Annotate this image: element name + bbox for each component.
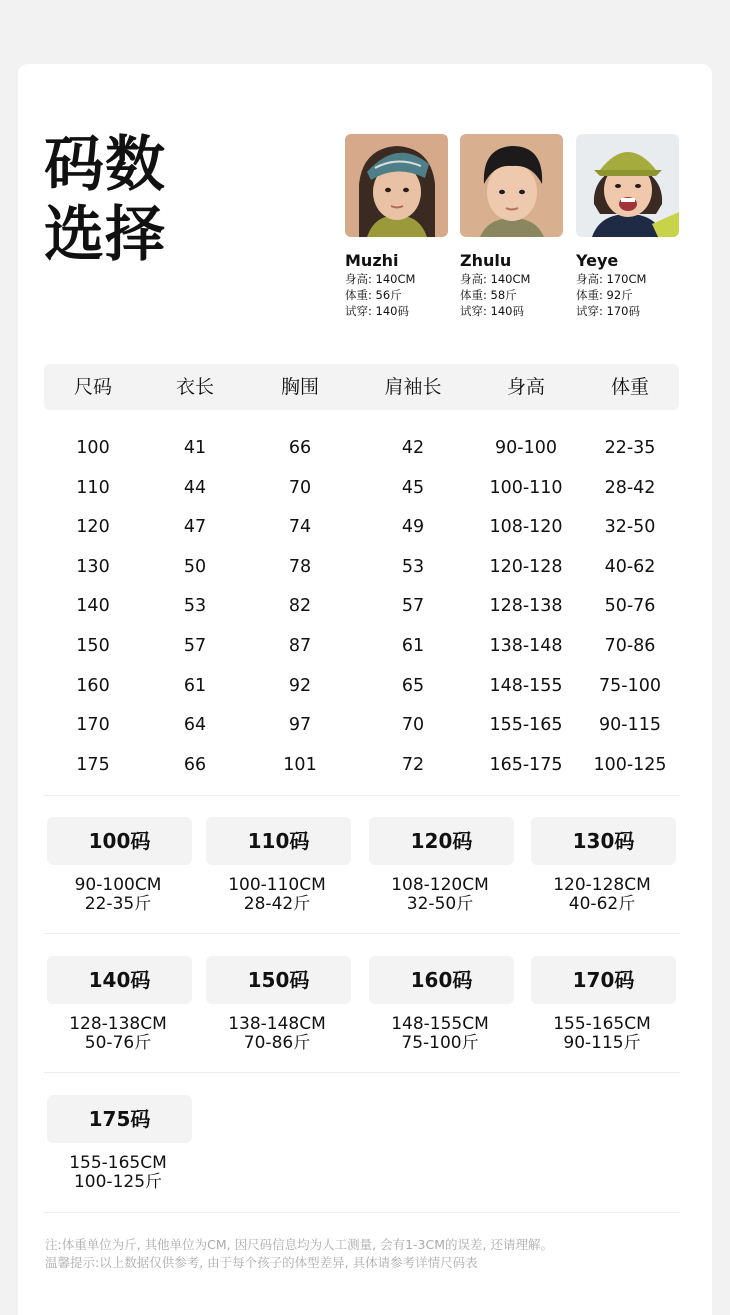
size-guide-height: 155-165CM [69,1153,167,1173]
table-cell: 22-35 [604,438,656,458]
table-cell: 53 [183,596,207,617]
size-guide-weight: 90-115斤 [563,1033,641,1053]
table-cell: 78 [288,556,312,577]
size-chart-card [18,64,712,1315]
column-header-length: 衣长 [175,376,215,398]
table-cell: 41 [183,438,207,458]
size-badge: 140码 [47,956,192,1004]
size-table-header [44,364,679,410]
size-guide-grid [44,817,680,1234]
table-cell: 90-115 [599,715,661,736]
size-guide-row [44,817,680,956]
size-badge: 110码 [206,817,351,865]
divider [44,795,680,796]
table-cell: 108-120 [489,517,563,538]
size-guide-row [44,956,680,1095]
table-cell: 42 [401,438,425,458]
model-card-zhulu: Zhulu 身高: 140CM 体重: 58斤 试穿: 140码 [460,134,563,319]
table-cell: 49 [401,517,425,538]
size-guide-item [366,817,514,914]
table-row [44,745,679,785]
table-cell: 61 [401,635,425,656]
size-guide-item [366,956,514,1053]
table-cell: 97 [288,715,312,736]
model-photo [460,134,563,237]
table-cell: 92 [288,675,312,696]
size-guide-weight: 75-100斤 [401,1033,479,1053]
size-guide-weight: 50-76斤 [84,1033,152,1053]
size-guide-height: 155-165CM [553,1014,651,1034]
table-cell: 61 [183,675,207,696]
model-card-yeye: Yeye 身高: 170CM 体重: 92斤 试穿: 170码 [576,134,679,319]
table-cell: 70-86 [604,635,656,656]
size-table-body [44,428,679,784]
column-header-height: 身高 [506,376,546,398]
size-guide-height: 108-120CM [391,875,489,895]
size-guide-weight: 40-62斤 [568,894,636,914]
table-cell: 175 [76,754,110,775]
size-guide-height: 120-128CM [553,875,651,895]
size-badge: 130码 [531,817,676,865]
size-badge: 100码 [47,817,192,865]
size-guide-item [528,817,676,914]
table-row [44,428,679,468]
size-guide-item [44,956,192,1053]
table-cell: 64 [183,715,207,736]
table-cell: 74 [288,517,312,538]
table-cell: 128-138 [489,596,563,617]
table-cell: 165-175 [489,754,563,775]
table-row [44,705,679,745]
table-cell: 66 [183,754,207,775]
size-guide-weight: 100-125斤 [73,1172,163,1192]
size-guide-height: 138-148CM [228,1014,326,1034]
size-guide-weight: 28-42斤 [243,894,311,914]
table-cell: 155-165 [489,715,563,736]
table-cell: 110 [76,477,110,498]
size-guide-item [528,956,676,1053]
table-cell: 150 [76,635,110,656]
table-row [44,626,679,666]
size-guide-row [44,1095,680,1234]
divider [44,1212,680,1213]
table-cell: 70 [401,715,425,736]
size-badge: 120码 [369,817,514,865]
size-badge: 160码 [369,956,514,1004]
size-guide-height: 100-110CM [228,875,326,895]
table-cell: 32-50 [604,517,656,538]
size-badge: 170码 [531,956,676,1004]
size-guide-height: 148-155CM [391,1014,489,1034]
table-cell: 50 [183,556,207,577]
table-cell: 148-155 [489,675,563,696]
size-guide-item [44,817,192,914]
table-cell: 66 [288,438,312,458]
model-photo [576,134,679,237]
table-cell: 50-76 [604,596,656,617]
table-cell: 160 [76,675,110,696]
table-cell: 45 [401,477,425,498]
table-cell: 120 [76,517,110,538]
size-badge: 175码 [47,1095,192,1143]
table-cell: 100-110 [489,477,563,498]
table-cell: 75-100 [599,675,661,696]
model-photo [345,134,448,237]
size-badge: 150码 [206,956,351,1004]
column-header-shoulder: 肩袖长 [384,376,442,398]
size-guide-item [203,817,351,914]
size-guide-height: 90-100CM [74,875,162,895]
column-header-weight: 体重 [610,376,650,398]
table-cell: 53 [401,556,425,577]
table-cell: 101 [283,754,317,775]
size-guide-item [203,956,351,1053]
table-cell: 138-148 [489,635,563,656]
column-header-chest: 胸围 [280,376,320,398]
size-guide-weight: 70-86斤 [243,1033,311,1053]
size-guide-weight: 22-35斤 [84,894,152,914]
table-cell: 87 [288,635,312,656]
size-guide-item [44,1095,192,1192]
table-cell: 57 [183,635,207,656]
table-cell: 82 [288,596,312,617]
table-cell: 40-62 [604,556,656,577]
table-cell: 47 [183,517,207,538]
table-row [44,468,679,508]
divider [44,1072,680,1073]
table-cell: 65 [401,675,425,696]
table-cell: 90-100 [495,438,557,458]
table-cell: 140 [76,596,110,617]
model-card-muzhi: Muzhi 身高: 140CM 体重: 56斤 试穿: 140码 [345,134,448,319]
table-cell: 170 [76,715,110,736]
table-cell: 100 [76,438,110,458]
page-title: 码数 选择 [44,130,166,270]
column-header-size: 尺码 [73,376,113,398]
table-row [44,666,679,706]
note-line: 温馨提示:以上数据仅供参考, 由于每个孩子的体型差异, 具体请参考详情尺码表 [45,1255,478,1270]
table-cell: 44 [183,477,207,498]
size-guide-weight: 32-50斤 [406,894,474,914]
table-cell: 100-125 [593,754,667,775]
size-guide-height: 128-138CM [69,1014,167,1034]
note-line: 注:体重单位为斤, 其他单位为CM, 因尺码信息均为人工测量, 会有1-3CM的误差, 还请理解。 [45,1237,553,1252]
table-cell: 28-42 [604,477,656,498]
table-cell: 57 [401,596,425,617]
table-row [44,586,679,626]
footnotes [45,1236,553,1272]
table-row [44,547,679,587]
divider [44,933,680,934]
table-cell: 130 [76,556,110,577]
table-cell: 70 [288,477,312,498]
table-cell: 120-128 [489,556,563,577]
table-cell: 72 [401,754,425,775]
table-row [44,507,679,547]
